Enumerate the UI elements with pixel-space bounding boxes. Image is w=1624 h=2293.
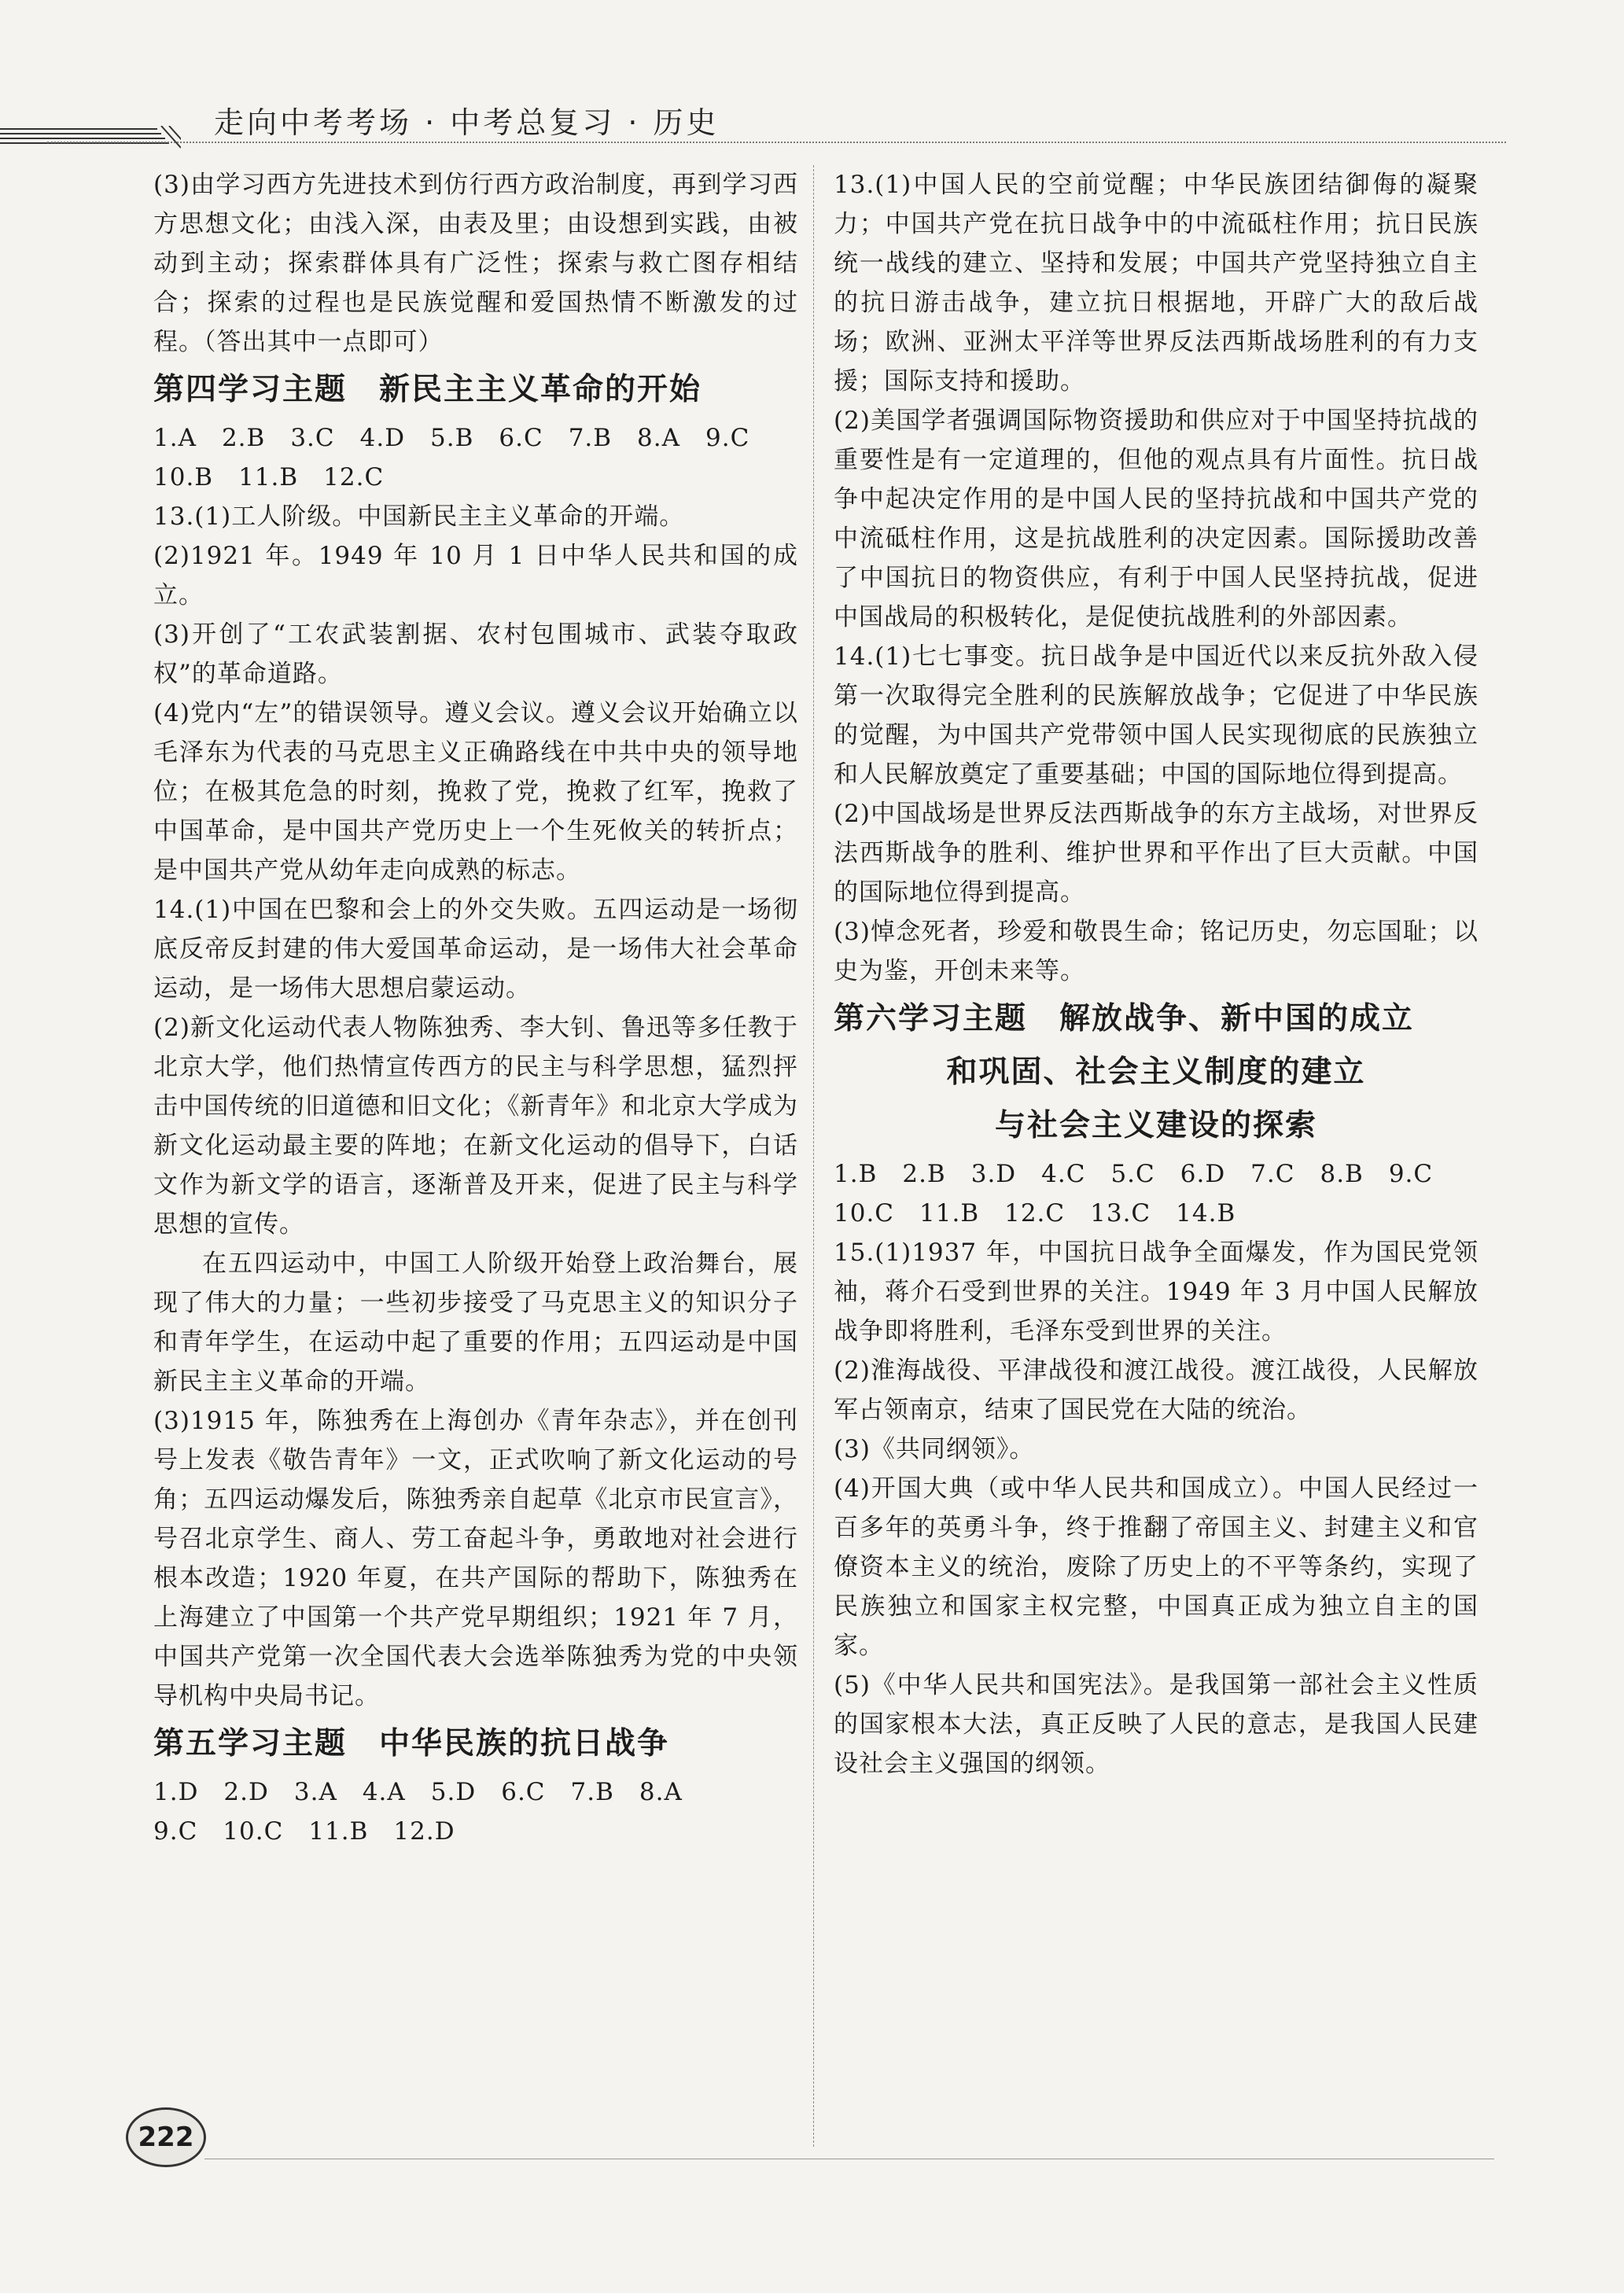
topic6-heading-line2: 和巩固、社会主义制度的建立	[946, 1054, 1366, 1090]
topic6-choice-answers-2: 10.C 11.B 12.C 13.C 14.B	[834, 1199, 1236, 1227]
right-column	[834, 165, 1479, 1783]
topic5-q14-3: (3)悼念死者，珍爱和敬畏生命；铭记历史，勿忘国耻；以史为鉴，开创未来等。	[834, 918, 1479, 985]
topic5-choice-answers-2: 9.C 10.C 11.B 12.D	[153, 1817, 455, 1846]
intro-answer-3: (3)由学习西方先进技术到仿行西方政治制度，再到学习西方思想文化；由浅入深，由表及里；由设想到实践，由被动到主动；探索群体具有广泛性；探索与救亡图存相结合；探索的过程也是民族觉醒和爱国热情不断激发的过程。（答出其中一点即可）	[153, 171, 798, 356]
topic6-heading-line1: 第六学习主题 解放战争、新中国的成立	[834, 1001, 1415, 1036]
topic5-choice-answers-1: 1.D 2.D 3.A 4.A 5.D 6.C 7.B 8.A	[153, 1778, 683, 1806]
topic5-heading: 第五学习主题 中华民族的抗日战争	[153, 1726, 670, 1761]
topic4-q13-4: (4)党内“左”的错误领导。遵义会议。遵义会议开始确立以毛泽东为代表的马克思主义正确路线在中共中央的领导地位；在极其危急的时刻，挽救了党，挽救了红军，挽救了中国革命，是中国共产党历史上一个生死攸关的转折点；是中国共产党从幼年走向成熟的标志。	[153, 699, 798, 885]
topic6-choice-answers-1: 1.B 2.B 3.D 4.C 5.C 6.D 7.C 8.B 9.C	[834, 1160, 1434, 1188]
header-rule	[47, 142, 1506, 143]
column-divider	[813, 165, 814, 2147]
topic4-q14-1: 14.(1)中国在巴黎和会上的外交失败。五四运动是一场彻底反帝反封建的伟大爱国革命运动，是一场伟大社会革命运动，是一场伟大思想启蒙运动。	[153, 896, 798, 1003]
header-stripes-decoration	[0, 126, 181, 149]
topic4-q14-2b: 在五四运动中，中国工人阶级开始登上政治舞台，展现了伟大的力量；一些初步接受了马克思主义的知识分子和青年学生，在运动中起了重要的作用；五四运动是中国新民主主义革命的开端。	[153, 1250, 798, 1396]
topic4-q13-1: 13.(1)工人阶级。中国新民主主义革命的开端。	[153, 502, 685, 531]
header-title: 走向中考考场 · 中考总复习 · 历史	[214, 105, 720, 140]
topic4-choice-answers-1: 1.A 2.B 3.C 4.D 5.B 6.C 7.B 8.A 9.C	[153, 424, 750, 452]
topic4-q14-3: (3)1915 年，陈独秀在上海创办《青年杂志》，并在创刊号上发表《敬告青年》一文，正式吹响了新文化运动的号角；五四运动爆发后，陈独秀亲自起草《北京市民宣言》，号召北京学生、商人、劳工奋起斗争，勇敢地对社会进行根本改造；1920 年夏，在共产国际的帮助下，陈独秀在上海建立了中国第一个共产党早期组织；1921 年 7 月，中国共产党第一次全国代表大会选举陈独秀为党的中央领导机构中央局书记。	[153, 1407, 798, 1710]
topic4-q14-2: (2)新文化运动代表人物陈独秀、李大钊、鲁迅等多任教于北京大学，他们热情宣传西方的民主与科学思想，猛烈抨击中国传统的旧道德和旧文化；《新青年》和北京大学成为新文化运动最主要的阵地；在新文化运动的倡导下，白话文作为新文学的语言，逐渐普及开来，促进了民主与科学思想的宣传。	[153, 1014, 798, 1239]
left-column	[153, 165, 798, 1851]
topic6-q15-3: (3)《共同纲领》。	[834, 1435, 1035, 1463]
topic4-choice-answers-2: 10.B 11.B 12.C	[153, 463, 385, 491]
topic6-heading-line3: 与社会主义建设的探索	[994, 1108, 1317, 1143]
topic6-q15-2: (2)淮海战役、平津战役和渡江战役。渡江战役，人民解放军占领南京，结束了国民党在大陆的统治。	[834, 1356, 1479, 1424]
topic4-q13-2: (2)1921 年。1949 年 10 月 1 日中华人民共和国的成立。	[153, 542, 798, 609]
topic4-q13-3: (3)开创了“工农武装割据、农村包围城市、武装夺取政权”的革命道路。	[153, 620, 798, 688]
topic5-q14-2: (2)中国战场是世界反法西斯战争的东方主战场，对世界反法西斯战争的胜利、维护世界和平作出了巨大贡献。中国的国际地位得到提高。	[834, 800, 1479, 907]
topic5-q13-1: 13.(1)中国人民的空前觉醒；中华民族团结御侮的凝聚力；中国共产党在抗日战争中的中流砥柱作用；抗日民族统一战线的建立、坚持和发展；中国共产党坚持独立自主的抗日游击战争，建立抗日根据地，开辟广大的敌后战场；欧洲、亚洲太平洋等世界反法西斯战场胜利的有力支援；国际支持和援助。	[834, 171, 1479, 396]
topic4-heading: 第四学习主题 新民主主义革命的开始	[153, 372, 702, 407]
topic6-q15-1: 15.(1)1937 年，中国抗日战争全面爆发，作为国民党领袖，蒋介石受到世界的关注。1949 年 3 月中国人民解放战争即将胜利，毛泽东受到世界的关注。	[834, 1239, 1479, 1345]
topic5-q14-1: 14.(1)七七事变。抗日战争是中国近代以来反抗外敌入侵第一次取得完全胜利的民族解放战争；它促进了中华民族的觉醒，为中国共产党带领中国人民实现彻底的民族独立和人民解放奠定了重要基础；中国的国际地位得到提高。	[834, 642, 1479, 789]
page-header	[0, 83, 1624, 145]
topic6-q15-4: (4)开国大典（或中华人民共和国成立）。中国人民经过一百多年的英勇斗争，终于推翻了帝国主义、封建主义和官僚资本主义的统治，废除了历史上的不平等条约，实现了民族独立和国家主权完整，中国真正成为独立自主的国家。	[834, 1474, 1479, 1660]
page-number: 222	[126, 2107, 206, 2167]
topic6-q15-5: (5)《中华人民共和国宪法》。是我国第一部社会主义性质的国家根本大法，真正反映了人民的意志，是我国人民建设社会主义强国的纲领。	[834, 1671, 1479, 1778]
topic5-q13-2: (2)美国学者强调国际物资援助和供应对于中国坚持抗战的重要性是有一定道理的，但他的观点具有片面性。抗日战争中起决定作用的是中国人民的坚持抗战和中国共产党的中流砥柱作用，这是抗战胜利的决定因素。国际援助改善了中国抗日的物资供应，有利于中国人民坚持抗战，促进中国战局的积极转化，是促使抗战胜利的外部因素。	[834, 407, 1479, 631]
